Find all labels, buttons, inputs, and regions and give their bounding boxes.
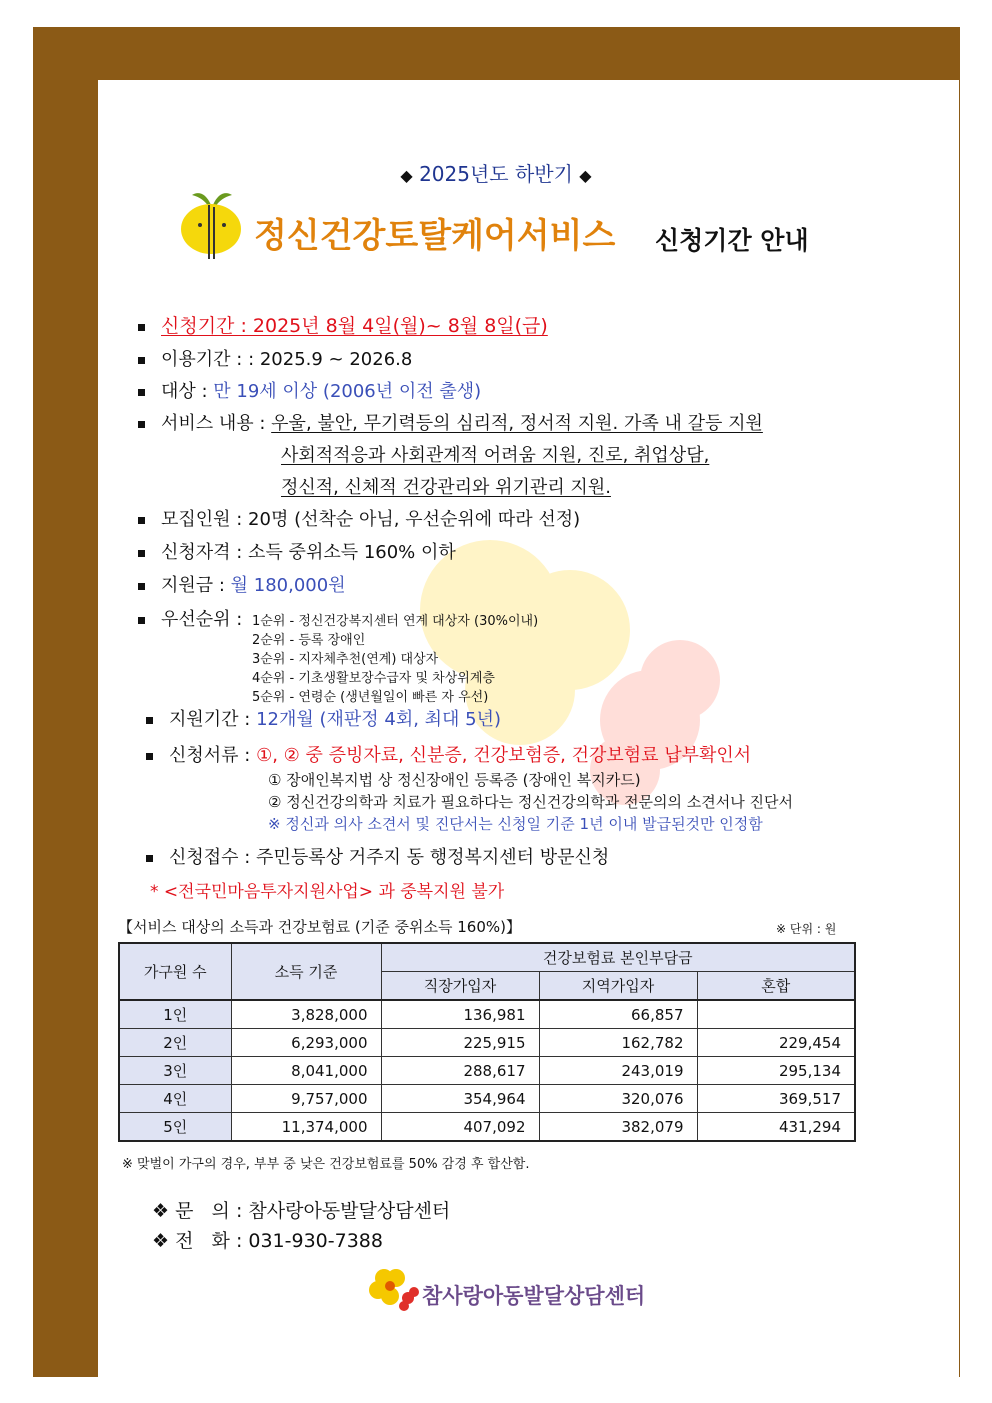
bullet [138,324,145,331]
table-row [119,1113,855,1142]
cell-employee: 407,092 [381,1113,539,1142]
bullet [146,717,153,724]
cell-employee: 225,915 [381,1029,539,1057]
table-row [119,1000,855,1029]
service-line-1: 우울, 불안, 무기력등의 심리적, 정서적 지원. 가족 내 갈등 지원 [271,413,763,434]
eligibility: 신청자격 : 소득 중위소득 160% 이하 [161,542,456,563]
target-value: 만 19세 이상 (2006년 이전 출생) [213,381,482,402]
cell-regional: 320,076 [539,1085,697,1113]
cell-income: 9,757,000 [231,1085,381,1113]
priority-label: 우선순위 : [161,609,243,630]
bullet [146,855,153,862]
cell-regional: 162,782 [539,1029,697,1057]
priority-item: 4순위 - 기초생활보장수급자 및 차상위계층 [252,671,495,686]
bullet [138,357,145,364]
header-premium-group: 건강보험료 본인부담금 [381,943,855,972]
header-subtitle: ◆ 2025년도 하반기 ◆ [400,162,592,186]
bullet [138,421,145,428]
page-title-suffix: 신청기간 안내 [655,226,809,255]
table-footnote: ※ 맞벌이 가구의 경우, 부부 중 낮은 건강보험료를 50% 감경 후 합산함. [122,1157,530,1172]
cell-employee: 354,964 [381,1085,539,1113]
support-period-label: 지원기간 : [169,709,257,730]
target-label: 대상 : [161,381,214,402]
cell-income: 8,041,000 [231,1057,381,1085]
contact-phone: ❖ 전 화 : 031-930-7388 [152,1230,383,1252]
cell-mixed: 295,134 [697,1057,855,1085]
documents-note: ※ 정신과 의사 소견서 및 진단서는 신청일 기준 1년 이내 발급된것만 인정함 [268,815,763,833]
support-period [169,705,501,731]
service-label: 서비스 내용 : [161,413,272,434]
documents-value: ①, ② 중 증빙자료, 신분증, 건강보험증, 건강보험료 납부확인서 [256,745,752,766]
cell-income: 11,374,000 [231,1113,381,1142]
cell-employee: 136,981 [381,1000,539,1029]
apple-logo-icon [178,183,244,263]
table-row [119,1029,855,1057]
duplicate-note: * <전국민마음투자지원사업> 과 중복지원 불가 [150,882,505,902]
center-logo-text: 참사랑아동발달상담센터 [422,1284,646,1308]
documents [169,741,751,767]
bullet [138,550,145,557]
page-title: 정신건강토탈케어서비스 [254,216,616,256]
cell-mixed: 431,294 [697,1113,855,1142]
use-period-label: 이용기간 : [161,349,249,370]
documents-item-1: ① 장애인복지법 상 정신장애인 등록증 (장애인 복지카드) [268,771,641,789]
bullet [138,583,145,590]
cell-income: 3,828,000 [231,1000,381,1029]
support-period-value: 12개월 (재판정 4회, 최대 5년) [256,709,502,730]
recruit: 모집인원 : 20명 (선착순 아님, 우선순위에 따라 선정) [161,509,581,530]
grant-label: 지원금 : [161,575,231,596]
cell-size: 5인 [119,1113,231,1142]
priority-item: 2순위 - 등록 장애인 [252,633,366,648]
cell-size: 2인 [119,1029,231,1057]
documents-item-2: ② 정신건강의학과 치료가 필요하다는 정신건강의학과 전문의의 소견서나 진단서 [268,793,793,811]
table-caption: 【서비스 대상의 소득과 건강보험료 (기준 중위소득 160%)】 [118,918,521,936]
header-employee: 직장가입자 [381,972,539,1001]
contact-inquiry: ❖ 문 의 : 참사랑아동발달상담센터 [152,1200,451,1222]
apply-period: 신청기간 : 2025년 8월 4일(월)~ 8월 8일(금) [161,315,548,337]
cell-mixed: 229,454 [697,1029,855,1057]
table-row [119,1057,855,1085]
grant-value: 월 180,000원 [230,575,346,596]
reception: 신청접수 : 주민등록상 거주지 동 행정복지센터 방문신청 [169,847,610,868]
documents-label: 신청서류 : [169,745,257,766]
cell-regional: 243,019 [539,1057,697,1085]
use-period-value: : 2025.9 ~ 2026.8 [248,349,413,370]
bullet [138,389,145,396]
cell-mixed [697,1000,855,1029]
bullet [146,753,153,760]
bullet [138,517,145,524]
cell-size: 4인 [119,1085,231,1113]
income-premium-table [118,942,856,1142]
cell-regional: 66,857 [539,1000,697,1029]
service-line-2: 사회적적응과 사회관계적 어려움 지원, 진로, 취업상담, [281,445,710,466]
target [161,377,481,403]
service-content [161,409,763,435]
cell-income: 6,293,000 [231,1029,381,1057]
cell-regional: 382,079 [539,1113,697,1142]
cell-size: 3인 [119,1057,231,1085]
cell-size: 1인 [119,1000,231,1029]
priority-item: 5순위 - 연령순 (생년월일이 빠른 자 우선) [252,690,489,705]
header-income: 소득 기준 [231,943,381,1000]
grant [161,571,346,597]
cell-mixed: 369,517 [697,1085,855,1113]
header-mixed: 혼합 [697,972,855,1001]
table-row [119,1085,855,1113]
bullet [138,617,145,624]
center-logo-flower-icon [366,1266,422,1312]
header-regional: 지역가입자 [539,972,697,1001]
header-household: 가구원 수 [119,943,231,1000]
priority-item: 1순위 - 정신건강복지센터 연계 대상자 (30%이내) [252,614,539,629]
table-unit: ※ 단위 : 원 [776,922,837,936]
cell-employee: 288,617 [381,1057,539,1085]
use-period [161,345,412,371]
service-line-3: 정신적, 신체적 건강관리와 위기관리 지원. [281,477,611,498]
priority-item: 3순위 - 지자체추천(연계) 대상자 [252,652,439,667]
